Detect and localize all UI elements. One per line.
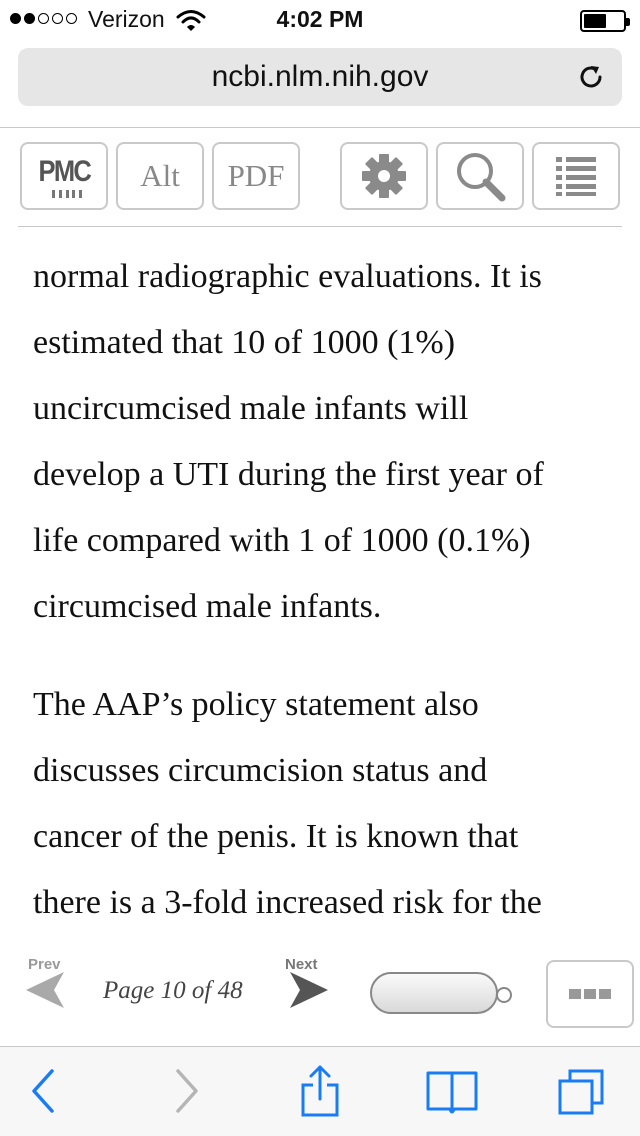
prev-page-icon[interactable] bbox=[24, 970, 68, 1010]
chrome-divider bbox=[0, 127, 640, 128]
article-paragraph bbox=[33, 244, 623, 640]
text-line: discusses circumcision status and bbox=[33, 752, 488, 789]
search-icon bbox=[452, 148, 508, 204]
text-line: life compared with 1 of 1000 (0.1%) bbox=[33, 522, 531, 559]
text-line: develop a UTI during the first year of bbox=[33, 456, 544, 493]
text-line: The AAP’s policy statement also bbox=[33, 686, 479, 723]
text-line: cancer of the penis. It is known that bbox=[33, 818, 519, 855]
next-page-icon[interactable] bbox=[286, 970, 330, 1010]
address-bar[interactable] bbox=[18, 48, 622, 106]
bookmarks-icon[interactable] bbox=[426, 1063, 478, 1119]
share-icon[interactable] bbox=[294, 1063, 346, 1119]
status-time: 4:02 PM bbox=[276, 6, 364, 32]
article-paragraph bbox=[33, 672, 623, 924]
text-line: normal radiographic evaluations. It is bbox=[33, 258, 542, 295]
tabs-icon[interactable] bbox=[556, 1063, 608, 1119]
alt-button-label: Alt bbox=[140, 158, 180, 193]
search-button[interactable] bbox=[436, 142, 524, 210]
more-dots-icon bbox=[569, 989, 581, 999]
pdf-button-label: PDF bbox=[227, 158, 285, 193]
carrier-name: Verizon bbox=[88, 6, 165, 32]
pmc-pillars-icon bbox=[52, 190, 82, 198]
pmc-home-button[interactable] bbox=[20, 142, 108, 210]
page-slider-track[interactable] bbox=[370, 972, 498, 1014]
next-label: Next bbox=[285, 956, 318, 973]
back-icon[interactable] bbox=[18, 1063, 70, 1119]
status-bar bbox=[0, 0, 640, 40]
forward-icon[interactable] bbox=[160, 1063, 212, 1119]
settings-button[interactable] bbox=[340, 142, 428, 210]
pdf-button[interactable] bbox=[212, 142, 300, 210]
page-slider-knob[interactable] bbox=[496, 987, 512, 1003]
text-line: uncircumcised male infants will bbox=[33, 390, 469, 427]
url-text: ncbi.nlm.nih.gov bbox=[211, 60, 429, 93]
page-indicator: Page 10 of 48 bbox=[103, 977, 243, 1004]
text-line: circumcised male infants. bbox=[33, 588, 382, 625]
list-icon bbox=[554, 154, 598, 198]
reload-icon[interactable] bbox=[576, 62, 606, 92]
text-line: estimated that 10 of 1000 (1%) bbox=[33, 324, 456, 361]
text-line: there is a 3-fold increased risk for the bbox=[33, 884, 542, 921]
article-body bbox=[33, 244, 623, 924]
alt-view-button[interactable] bbox=[116, 142, 204, 210]
battery-icon bbox=[580, 10, 626, 32]
browser-bottom-toolbar bbox=[0, 1046, 640, 1136]
more-options-button[interactable] bbox=[546, 960, 634, 1028]
pmc-logo: PMC bbox=[38, 155, 90, 188]
toolbar-divider bbox=[18, 226, 622, 227]
prev-label: Prev bbox=[28, 956, 61, 973]
table-of-contents-button[interactable] bbox=[532, 142, 620, 210]
gear-icon bbox=[360, 152, 408, 200]
